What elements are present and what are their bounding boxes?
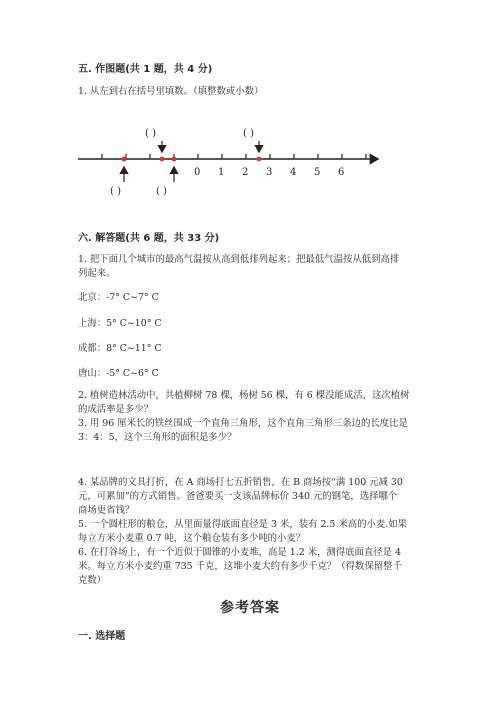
answer-blank-top: ( ) (243, 128, 254, 139)
question-4-line2: 元，可累加”的方式销售。爸爸要买一支该品牌标价 340 元的钢笔，选择哪个 (78, 491, 398, 502)
question-3-line1: 3. 用 96 厘米长的铁丝围成一个直角三角形，这个直角三角形三条边的长度比是 (78, 418, 408, 429)
point-b (160, 157, 165, 162)
answer-blank-bottom: ( ) (156, 186, 167, 197)
question-4-line1: 4. 某品牌的文具打折，在 A 商场打七五折销售，在 B 商场按“满 100 元减 30 (78, 477, 403, 488)
answer-blank-bottom: ( ) (110, 186, 121, 197)
city-temperature: 唐山：-5° C~6° C (78, 368, 159, 379)
question-1-line1: 1. 把下面几个城市的最高气温按从高到低排列起来；把最低气温按从低到高排 (78, 254, 400, 265)
question-6-line2: 米。每立方米小麦约重 735 千克，这堆小麦大约有多少千克？（得数保留整千 (78, 561, 402, 572)
answers-title: 参考答案 (220, 600, 280, 616)
axis-label: 6 (338, 167, 345, 178)
question-2-line2: 的成活率是多少？ (78, 404, 154, 415)
answer-blank-top: ( ) (145, 128, 156, 139)
question-4-line3: 商场更省钱？ (78, 505, 135, 516)
answers-section-heading: 一. 选择题 (78, 631, 126, 642)
point-a (122, 157, 127, 162)
axis-label: 5 (314, 167, 321, 178)
axis-label: 1 (218, 167, 225, 178)
axis-label: 0 (194, 167, 201, 178)
axis-label: 2 (242, 167, 249, 178)
point-d (257, 157, 262, 162)
city-temperature: 成都：8° C~11° C (78, 343, 162, 354)
question-1-line2: 列起来。 (78, 268, 116, 279)
city-temperature: 北京：-7° C~7° C (78, 292, 159, 303)
axis-label: 4 (290, 167, 297, 178)
number-line-figure (76, 124, 396, 204)
point-c (172, 157, 177, 162)
question-2-line1: 2. 植树造林活动中，共植柳树 78 棵，杨树 56 棵，有 6 棵没能成活，这次植树 (78, 390, 410, 401)
question-3-line2: 3：4：5，这个三角形的面积是多少？ (78, 432, 237, 443)
section-heading-problems: 六. 解答题(共 6 题，共 33 分) (78, 233, 220, 244)
question-6-line3: 克数） (78, 575, 107, 586)
question-5-line1: 5. 一个圆柱形的粮仓，从里面量得底面直径是 3 米，装有 2.5 米高的小麦.如果 (78, 519, 407, 530)
question-5-line2: 每立方米小麦重 0.7 吨，这个粮仓装有多少吨的小麦？ (78, 533, 306, 544)
section-heading-drawing: 五. 作图题(共 1 题，共 4 分) (78, 64, 213, 75)
axis-label: 3 (266, 167, 273, 178)
number-line-ticks (102, 154, 366, 159)
question-6-line1: 6. 在打谷场上，有一个近似于圆锥的小麦堆，高是 1.2 米，测得底面直径是 4 (78, 547, 401, 558)
question-fill-number-line: 1. 从左到右在括号里填数。（填整数或小数） (78, 86, 264, 97)
city-temperature: 上海：5° C~10° C (78, 318, 162, 329)
